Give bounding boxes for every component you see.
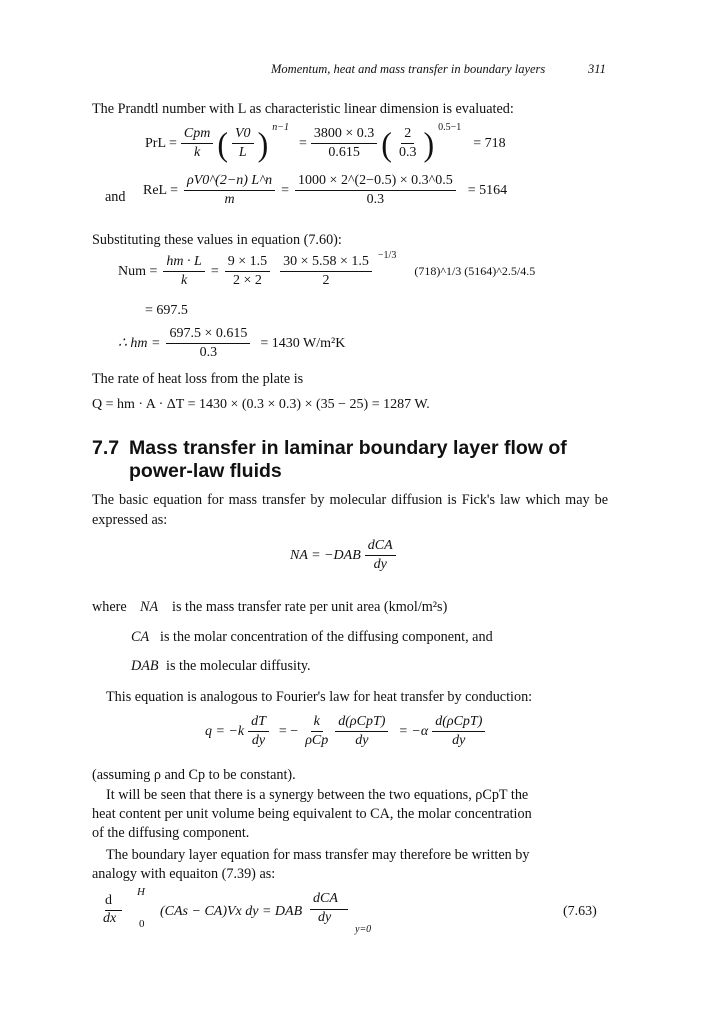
nu-den2: 2 × 2 bbox=[232, 273, 262, 288]
nu-frac3 bbox=[280, 254, 372, 289]
paren-close: ) bbox=[257, 124, 269, 163]
pr-exp2: 0.5−1 bbox=[438, 122, 462, 133]
nu-num1: hm · L bbox=[163, 254, 204, 272]
heat-loss-equation: Q = hm · A · ΔT = 1430 × (0.3 × 0.3) × (35 − 25) = 1287 W. bbox=[92, 397, 430, 412]
fourier-frac3 bbox=[335, 714, 388, 749]
fourier-n3: d(ρCpT) bbox=[335, 714, 388, 732]
nu-lhs: Num = bbox=[118, 263, 158, 279]
fick-num: dCA bbox=[365, 538, 396, 556]
paren-close-2: ) bbox=[423, 124, 435, 163]
pr-num2: 3800 × 0.3 bbox=[311, 126, 377, 144]
page-number: 311 bbox=[588, 62, 606, 76]
fourier-d4: dy bbox=[452, 733, 466, 748]
bl-eval: y=0 bbox=[355, 924, 372, 935]
equation-number: (7.63) bbox=[563, 904, 597, 919]
hm-den: 0.3 bbox=[199, 345, 218, 360]
nu-tail: (718)^1/3 (5164)^2.5/4.5 bbox=[414, 264, 536, 278]
def-ca-text: is the molar concentration of the diffusing component, and bbox=[160, 629, 493, 645]
fick-equation bbox=[290, 538, 396, 573]
pr-eq-sign: = bbox=[298, 135, 307, 151]
def-ca-symbol: CA bbox=[131, 629, 150, 645]
fourier-frac4 bbox=[432, 714, 485, 749]
fourier-d1: dy bbox=[251, 733, 266, 748]
prandtl-intro: The Prandtl number with L as characteristic linear dimension is evaluated: bbox=[92, 101, 514, 117]
fourier-equation bbox=[205, 714, 485, 749]
pr-den: k bbox=[194, 145, 201, 160]
paragraph-boundary-l1: The boundary layer equation for mass transfer may therefore be written by bbox=[106, 847, 530, 863]
re-num: ρV0^(2−n) L^n bbox=[184, 173, 275, 191]
fourier-d2: ρCp bbox=[305, 733, 329, 748]
pr-03: 0.3 bbox=[398, 145, 417, 160]
nu-eq1: = bbox=[210, 263, 219, 279]
bl-dx: dx bbox=[103, 911, 117, 926]
paragraph-assuming: (assuming ρ and Cp to be constant). bbox=[92, 767, 296, 783]
fourier-eq3: = −α bbox=[398, 723, 429, 739]
pr-result: = 718 bbox=[473, 135, 506, 151]
fourier-n4: d(ρCpT) bbox=[432, 714, 485, 732]
fick-frac bbox=[365, 538, 396, 573]
fick-lhs: NA = −DAB bbox=[290, 547, 361, 563]
paren-open-2: ( bbox=[381, 124, 392, 163]
reynolds-equation bbox=[143, 173, 507, 208]
paragraph-boundary-l2: analogy with equaiton (7.39) as: bbox=[92, 866, 276, 882]
fourier-q: q = −k bbox=[205, 723, 245, 739]
re-den: m bbox=[224, 192, 235, 207]
re-result: = 5164 bbox=[467, 182, 508, 198]
fourier-frac2 bbox=[302, 714, 331, 749]
fick-den: dy bbox=[373, 557, 387, 572]
and-word: and bbox=[105, 189, 126, 205]
re-frac2 bbox=[295, 173, 456, 208]
re-eq-sign: = bbox=[281, 182, 290, 198]
nu-den3: 2 bbox=[322, 273, 330, 288]
fourier-eq2: = − bbox=[278, 723, 299, 739]
def-dab-text: is the molecular diffusity. bbox=[166, 658, 311, 674]
fourier-d3: dy bbox=[355, 733, 369, 748]
paragraph-synergy-l1: It will be seen that there is a synergy between the two equations, ρCpT the bbox=[106, 787, 529, 803]
hm-frac bbox=[166, 326, 250, 361]
running-title: Momentum, heat and mass transfer in boundary layers bbox=[271, 62, 546, 76]
def-na-symbol: NA bbox=[140, 599, 159, 615]
re-num2: 1000 × 2^(2−0.5) × 0.3^0.5 bbox=[295, 173, 456, 191]
pr-v0-frac bbox=[232, 126, 254, 161]
pr-lhs: PrL = bbox=[145, 135, 177, 151]
fourier-frac1 bbox=[248, 714, 269, 749]
pr-num: Cpm bbox=[181, 126, 213, 144]
pr-frac3 bbox=[396, 126, 420, 161]
nu-den1: k bbox=[181, 273, 188, 288]
section-title-line1: Mass transfer in laminar boundary layer flow of bbox=[129, 437, 567, 459]
section-number: 7.7 bbox=[92, 437, 120, 459]
bl-num: dCA bbox=[313, 891, 338, 906]
pr-2: 2 bbox=[401, 126, 414, 144]
paragraph-synergy-l2: heat content per unit volume being equivalent to CA, the molar concentration bbox=[92, 806, 532, 822]
nu-exp: −1/3 bbox=[377, 250, 397, 261]
hm-lhs: ∴ hm = bbox=[118, 336, 161, 351]
bl-lower-limit: 0 bbox=[139, 918, 145, 930]
re-frac bbox=[184, 173, 275, 208]
pr-frac bbox=[181, 126, 213, 161]
substituting-text: Substituting these values in equation (7.60): bbox=[92, 232, 342, 248]
hm-result: = 1430 W/m²K bbox=[260, 335, 346, 351]
nu-num3: 30 × 5.58 × 1.5 bbox=[280, 254, 372, 272]
def-dab-symbol: DAB bbox=[131, 658, 159, 674]
where-word: where bbox=[92, 599, 127, 615]
pr-l: L bbox=[238, 145, 247, 160]
heat-loss-intro: The rate of heat loss from the plate is bbox=[92, 371, 304, 387]
pr-v0: V0 bbox=[232, 126, 254, 144]
nusselt-equation bbox=[118, 250, 536, 289]
fourier-n1: dT bbox=[248, 714, 269, 732]
re-lhs: ReL = bbox=[143, 182, 178, 198]
re-den2: 0.3 bbox=[366, 192, 385, 207]
pr-exp: n−1 bbox=[272, 122, 289, 133]
hm-equation bbox=[118, 326, 345, 361]
def-na-text: is the mass transfer rate per unit area (kmol/m²s) bbox=[172, 599, 448, 615]
nu-frac1 bbox=[163, 254, 204, 289]
nu-frac2 bbox=[225, 254, 270, 289]
paren-open: ( bbox=[217, 124, 228, 163]
fourier-n2: k bbox=[311, 714, 323, 732]
bl-d: d bbox=[105, 893, 112, 908]
prandtl-equation bbox=[145, 122, 506, 163]
nu-num2: 9 × 1.5 bbox=[225, 254, 270, 272]
paragraph-fick: The basic equation for mass transfer by molecular diffusion is Fick's law which may be expressed as: bbox=[92, 492, 608, 528]
paragraph-synergy-l3: of the diffusing component. bbox=[92, 825, 250, 841]
nu-result: = 697.5 bbox=[145, 303, 188, 318]
bl-upper-limit: H bbox=[137, 886, 145, 898]
bl-den: dy bbox=[318, 910, 332, 925]
bl-integrand: (CAs − CA)Vx dy = DAB bbox=[160, 904, 303, 919]
pr-den2: 0.615 bbox=[328, 145, 360, 160]
pr-frac2 bbox=[311, 126, 377, 161]
section-title-line2: power-law fluids bbox=[129, 460, 282, 482]
hm-num: 697.5 × 0.615 bbox=[166, 326, 250, 344]
paragraph-fourier: This equation is analogous to Fourier's law for heat transfer by conduction: bbox=[106, 689, 533, 705]
